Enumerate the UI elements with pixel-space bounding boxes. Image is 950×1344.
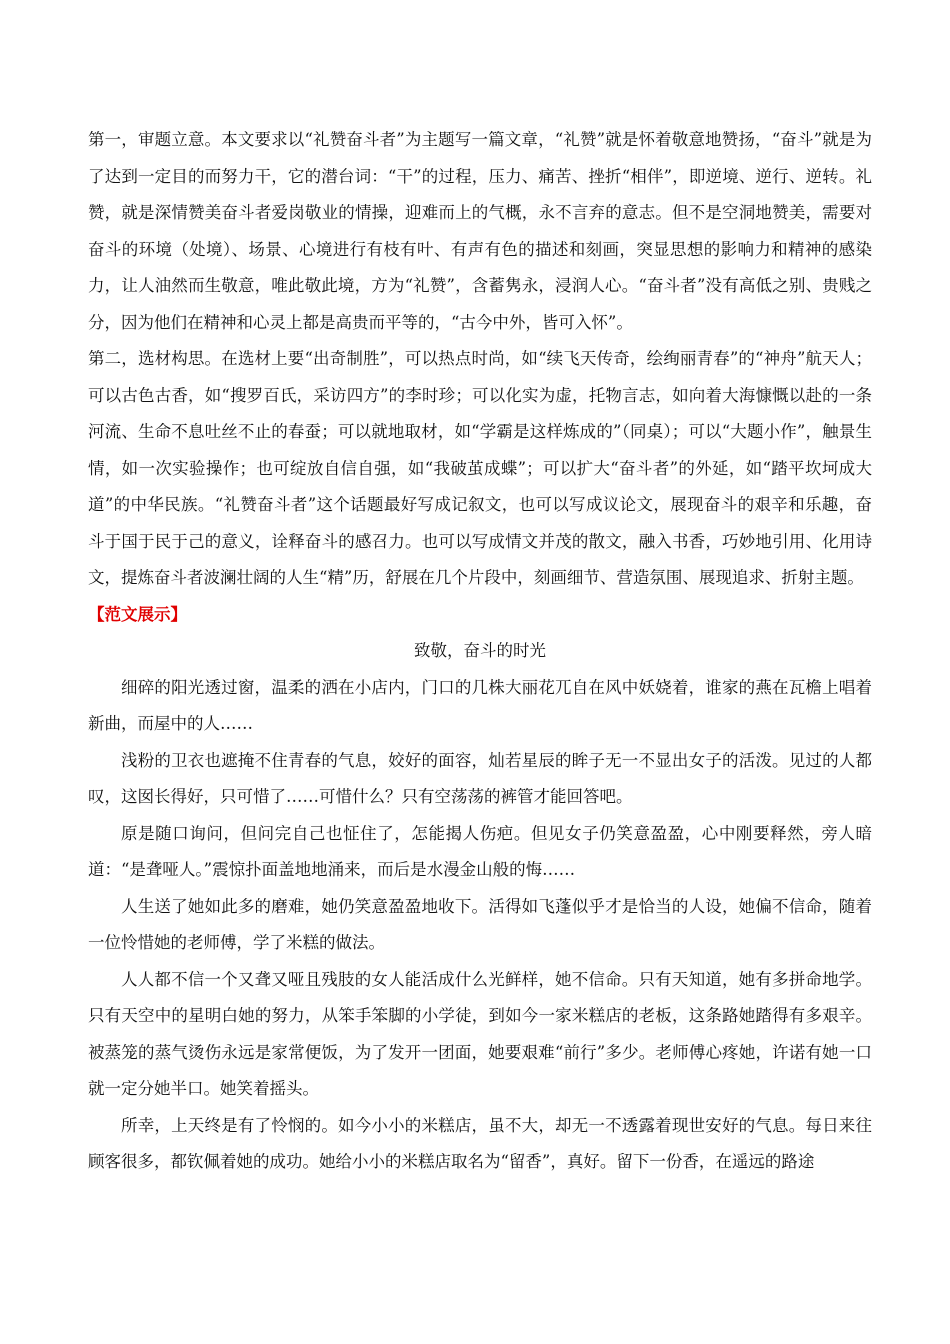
essay-title: 致敬，奋斗的时光 bbox=[414, 641, 546, 660]
essay-paragraph: 人人都不信一个又聋又哑且残肢的女人能活成什么光鲜样，她不信命。只有天知道，她有多拼命地学。只有天空中的星明白她的努力，从笨手笨脚的小学徒，到如今一家米糕店的老板，这条路她踏得有多艰辛。被蒸笼的蒸气烫伤永远是家常便饭，为了发开一团面，她要艰难“前行”多少。老师傅心疼她，许诺有她一口就一定分她半口。她笑着摇头。 bbox=[88, 969, 872, 1098]
essay-paragraph: 浅粉的卫衣也遮掩不住青春的气息，姣好的面容，灿若星辰的眸子无一不显出女子的活泼。见过的人都叹，这囡长得好，只可惜了……可惜什么？只有空荡荡的裤管才能回答吧。 bbox=[88, 750, 872, 806]
essay-paragraph: 人生送了她如此多的磨难，她仍笑意盈盈地收下。活得如飞蓬似乎才是恰当的人设，她偏不信命，随着一位怜惜她的老师傅，学了米糕的做法。 bbox=[88, 896, 872, 952]
essay-paragraph: 所幸，上天终是有了怜悯的。如今小小的米糕店，虽不大，却无一不透露着现世安好的气息。每日来往顾客很多，都钦佩着她的成功。她给小小的米糕店取名为“留香”，真好。留下一份香，在遥远的路途 bbox=[88, 1115, 872, 1171]
essay-paragraph: 细碎的阳光透过窗，温柔的洒在小店内，门口的几株大丽花兀自在风中妖娆着，谁家的燕在瓦檐上唱着新曲，而屋中的人…… bbox=[88, 677, 872, 733]
analysis-paragraph-1: 第一，审题立意。本文要求以“礼赞奋斗者”为主题写一篇文章，“礼赞”就是怀着敬意地赞扬，“奋斗”就是为了达到一定目的而努力干，它的潜台词：“干”的过程，压力、痛苦、挫折“相伴”，即逆境、逆行、逆转。礼赞，就是深情赞美奋斗者爱岗敬业的情操，迎难而上的气概，永不言弃的意志。但不是空洞地赞美，需要对奋斗的环境（处境）、场景、心境进行有枝有叶、有声有色的描述和刻画，突显思想的影响力和精神的感染力，让人油然而生敬意，唯此敬此境，方为“礼赞”，含蓄隽永，浸润人心。“奋斗者”没有高低之别、贵贱之分，因为他们在精神和心灵上都是高贵而平等的，“古今中外，皆可入怀”。 bbox=[88, 130, 872, 332]
analysis-paragraph-2: 第二，选材构思。在选材上要“出奇制胜”，可以热点时尚，如“续飞天传奇，绘绚丽青春”的“神舟”航天人；可以古色古香，如“搜罗百氏，采访四方”的李时珍；可以化实为虚，托物言志，如向着大海慷慨以赴的一条河流、生命不息吐丝不止的春蚕；可以就地取材，如“学霸是这样炼成的”（同桌）；可以“大题小作”，触景生情，如一次实验操作；也可绽放自信自强，如“我破茧成蝶”；可以扩大“奋斗者”的外延，如“踏平坎坷成大道”的中华民族。“礼赞奋斗者”这个话题最好写成记叙文，也可以写成议论文，展现奋斗的艰辛和乐趣，奋斗于国于民于己的意义，诠释奋斗的感召力。也可以写成情文并茂的散文，融入书香，巧妙地引用、化用诗文，提炼奋斗者波澜壮阔的人生“精”历，舒展在几个片段中，刻画细节、营造氛围、展现追求、折射主题。 bbox=[88, 349, 872, 587]
section-heading: 【范文展示】 bbox=[88, 604, 187, 624]
essay-paragraph: 原是随口询问，但问完自己也怔住了，怎能揭人伤疤。但见女子仍笑意盈盈，心中刚要释然，旁人暗道：“是聋哑人。”震惊扑面盖地地涌来，而后是水漫金山般的悔…… bbox=[88, 823, 872, 879]
